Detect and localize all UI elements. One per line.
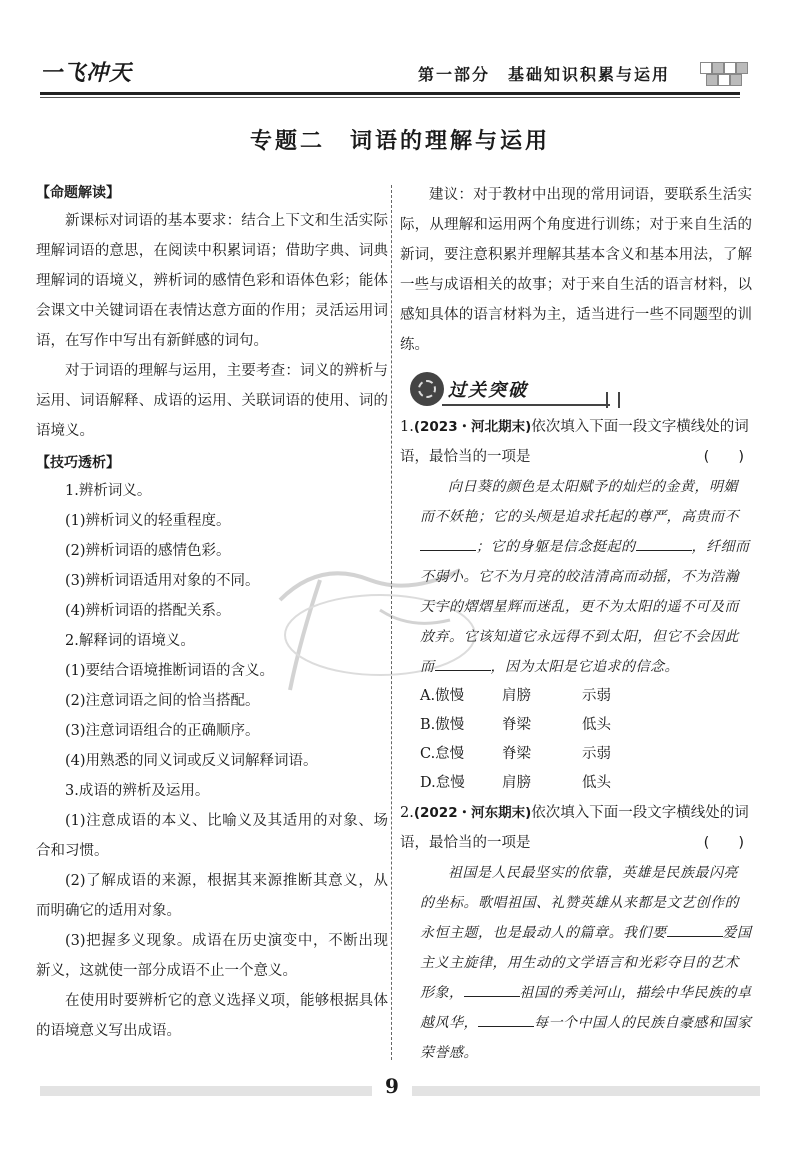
column-divider [391, 185, 392, 1060]
passage-text: 向日葵的颜色是太阳赋予的灿烂的金黄，明媚而不妖艳；它的头颅是追求托起的尊严，高贵而不 [420, 479, 739, 525]
passage-text: 祖国是人民最坚实的依靠，英雄是民族最闪亮的坐标。歌唱祖国、礼赞英雄从来都是文艺创作的永恒主题，也是最动人的篇章。我们要 [420, 865, 739, 941]
list-item: (1)辨析词义的轻重程度。 [65, 513, 231, 529]
list-item: (3)注意词语组合的正确顺序。 [65, 723, 260, 739]
question-text: 依次填入下面一段文字横线处的词语，最恰当的一项是 [400, 419, 749, 465]
answer-blank[interactable] [420, 532, 476, 551]
list-item: (1)要结合语境推断词语的含义。 [65, 663, 275, 679]
page-number: 9 [372, 1074, 412, 1098]
option-a[interactable] [420, 682, 752, 711]
passage-text: 祖国的秀美河山，描绘中华民族的卓越风华， [420, 985, 752, 1031]
option-word: C.怠慢 [420, 746, 465, 762]
paragraph: 对于词语的理解与运用，主要考查：词义的辨析与运用、词语解释、成语的运用、关联词语的使用、词的语境义。 [36, 363, 388, 439]
practice-badge [400, 368, 752, 412]
answer-blank[interactable] [464, 978, 520, 997]
answer-blank[interactable] [667, 918, 723, 937]
list-item: 3.成语的辨析及运用。 [65, 783, 210, 799]
question-number: 1. [400, 419, 414, 435]
list-item: 2.解释词的语境义。 [65, 633, 195, 649]
paragraph: (1)注意成语的本义、比喻义及其适用的对象、场合和习惯。 [36, 813, 388, 859]
answer-blank[interactable] [478, 1008, 534, 1027]
page-footer [0, 1060, 800, 1120]
option-d[interactable] [420, 769, 752, 798]
badge-underline [442, 404, 610, 406]
passage [420, 858, 752, 1068]
part-title: 第一部分 基础知识积累与运用 [418, 65, 671, 84]
passage-text: ，纤细而不弱小。它不为月亮的皎洁清高而动摇，不为浩瀚天宇的熠熠星辉而迷乱，更不为太阳的遥不可及而放弃。它该知道它永远得不到太阳，但它不会因此而 [420, 539, 750, 675]
section-heading-techniques: 【技巧透析】 [36, 455, 120, 471]
option-word: D.怠慢 [420, 775, 465, 791]
paragraph: (3)把握多义现象。成语在历史演变中，不断出现新义，这就使一部分成语不止一个意义。 [36, 933, 388, 979]
list-item: (3)辨析词语适用对象的不同。 [65, 573, 260, 589]
list-item: (4)用熟悉的同义词或反义词解释词语。 [65, 753, 318, 769]
advice-paragraph: 建议：对于教材中出现的常用词语，要联系生活实际，从理解和运用两个角度进行训练；对于来自生活的新词，要注意积累并理解其基本含义和基本用法，了解一些与成语相关的故事；对于来自生活的语言材料，以感知具体的语言材料为主，适当进行一些不同题型的训练。 [400, 187, 752, 353]
right-column [400, 180, 752, 1068]
left-column [36, 180, 388, 1046]
question-2-stem [400, 798, 752, 858]
list-item: 1.辨析词义。 [65, 483, 152, 499]
passage-text: ，因为太阳是它追求的信念。 [490, 659, 679, 675]
answer-bracket[interactable]: ( ) [703, 835, 744, 851]
badge-emblem-icon [410, 372, 444, 406]
question-source: (2022・河东期末) [413, 805, 532, 821]
option-word: 肩膀 [502, 688, 531, 704]
option-word: 低头 [582, 717, 611, 733]
list-item: (2)辨析词语的感情色彩。 [65, 543, 231, 559]
question-1-body [400, 472, 752, 798]
page-title: 专题二 词语的理解与运用 [249, 129, 550, 154]
header-rule-thin [40, 97, 740, 98]
header-rule [40, 92, 740, 95]
option-word: 脊梁 [502, 717, 531, 733]
paragraph: 新课标对词语的基本要求：结合上下文和生活实际理解词语的意思，在阅读中积累词语；借助字典、词典理解词的语境义，辨析词的感情色彩和语体色彩；能体会课文中关键词语在表情达意方面的作用；灵活运用词语，在写作中写出有新鲜感的词句。 [36, 213, 388, 349]
question-1-stem [400, 412, 752, 472]
passage [420, 472, 752, 682]
paragraph: (2)了解成语的来源，根据其来源推断其意义，从而明确它的适用对象。 [36, 873, 388, 919]
section-heading-interpretation: 【命题解读】 [36, 185, 120, 201]
passage-text: 每一个中国人的民族自豪感和国家荣誉感。 [420, 1015, 752, 1061]
option-b[interactable] [420, 711, 752, 740]
badge-label: 过关突破 [448, 380, 528, 401]
option-word: 低头 [582, 775, 611, 791]
decorative-squares-icon [700, 62, 750, 88]
question-source: (2023・河北期末) [413, 419, 532, 435]
brand-logo: 一飞冲天 [40, 61, 133, 86]
list-item: (4)辨析词语的搭配关系。 [65, 603, 231, 619]
answer-blank[interactable] [435, 652, 491, 671]
option-word: 示弱 [582, 688, 611, 704]
list-item: (2)注意词语之间的恰当搭配。 [65, 693, 260, 709]
option-word: 示弱 [582, 746, 611, 762]
answer-blank[interactable] [636, 532, 692, 551]
question-text: 依次填入下面一段文字横线处的词语，最恰当的一项是 [400, 805, 749, 851]
answer-bracket[interactable]: ( ) [703, 449, 744, 465]
option-c[interactable] [420, 740, 752, 769]
question-2-body [400, 858, 752, 1068]
page-header [0, 0, 800, 100]
option-word: B.傲慢 [420, 717, 465, 733]
option-word: 肩膀 [502, 775, 531, 791]
passage-text: ；它的身躯是信念挺起的 [476, 539, 636, 555]
paragraph: 在使用时要辨析它的意义选择义项，能够根据具体的语境意义写出成语。 [36, 993, 388, 1039]
passage-text: 爱国主义主旋律，用生动的文学语言和光彩夺目的艺术形象， [420, 925, 752, 1001]
badge-bars-icon [606, 392, 620, 408]
option-word: A.傲慢 [420, 688, 465, 704]
question-number: 2. [400, 805, 414, 821]
option-word: 脊梁 [502, 746, 531, 762]
